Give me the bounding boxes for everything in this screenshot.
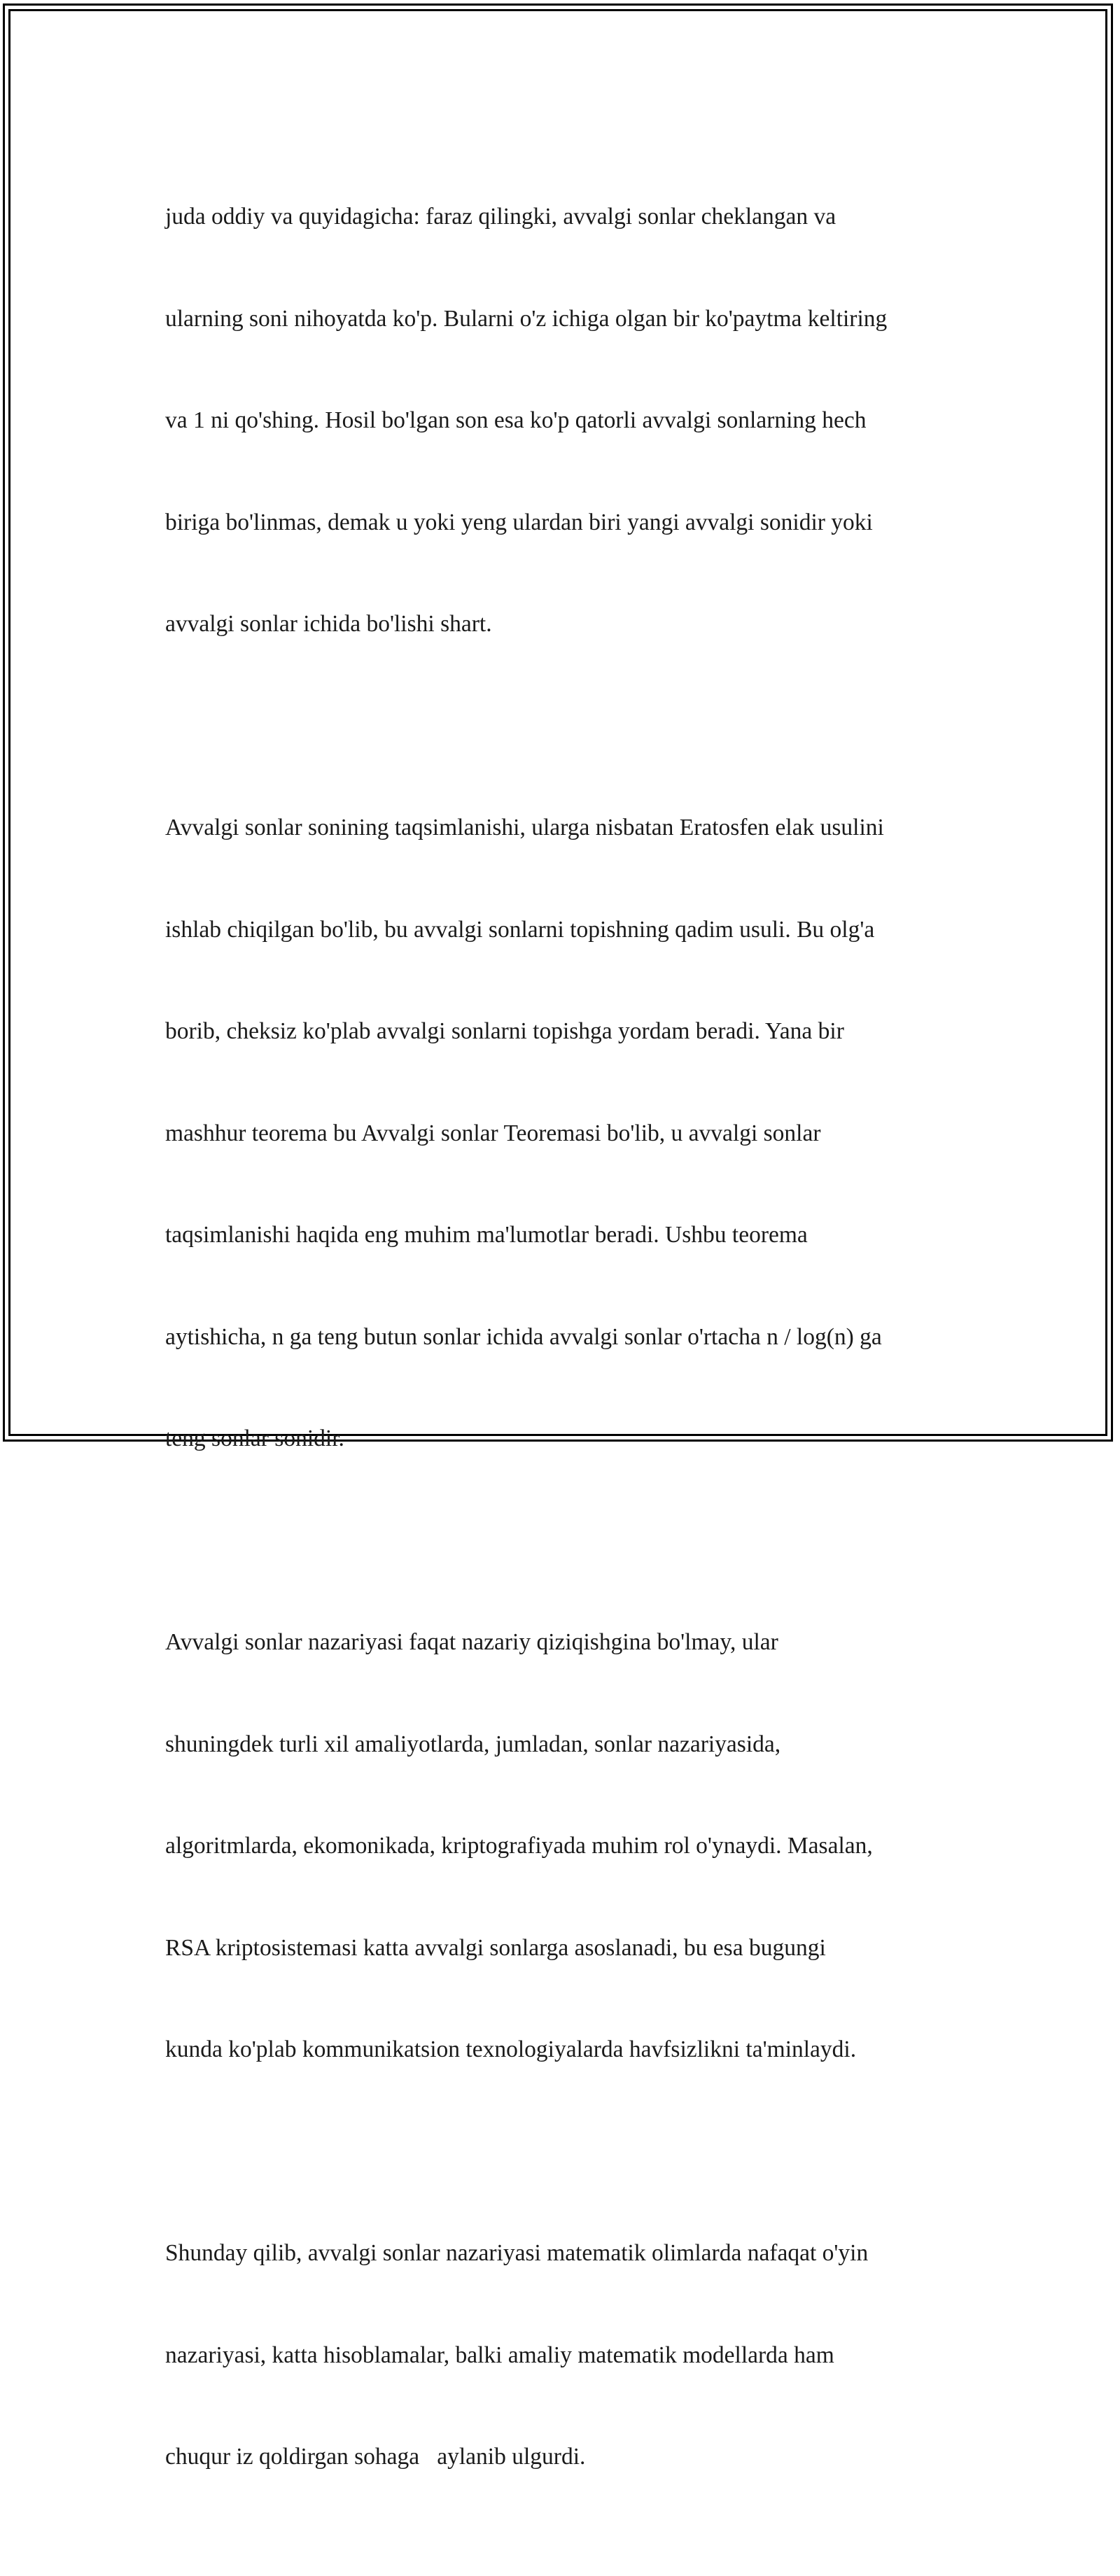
- text-line: ishlab chiqilgan bo'lib, bu avvalgi sonlarni topishning qadim usuli. Bu olg'a: [165, 916, 875, 943]
- paragraph-3: [165, 1558, 977, 2135]
- text-line: RSA kriptosistemasi katta avvalgi sonlarga asoslanadi, bu esa bugungi: [165, 1934, 826, 1961]
- text-line: va 1 ni qo'shing. Hosil bo'lgan son esa ko'p qatorli avvalgi sonlarning hech: [165, 407, 867, 433]
- text-line: Shunday qilib, avvalgi sonlar nazariyasi matematik olimlarda nafaqat o'yin: [165, 2240, 869, 2266]
- text-line: ularning soni nihoyatda ko'p. Bularni o'z ichiga olgan bir ko'paytma keltiring: [165, 305, 888, 332]
- text-line: avvalgi sonlar ichida bo'lishi shart.: [165, 611, 492, 637]
- text-line: juda oddiy va quyidagicha: faraz qilingki, avvalgi sonlar cheklangan va: [165, 204, 836, 230]
- text-line: borib, cheksiz ko'plab avvalgi sonlarni topishga yordam beradi. Yana bir: [165, 1018, 844, 1044]
- text-line: aytishicha, n ga teng butun sonlar ichida avvalgi sonlar o'rtacha n / log(n) ga: [165, 1323, 882, 1350]
- text-line: chuqur iz qoldirgan sohaga aylanib ulgurdi.: [165, 2444, 586, 2470]
- text-line: taqsimlanishi haqida eng muhim ma'lumotlar beradi. Ushbu teorema: [165, 1222, 808, 1248]
- document-body: [165, 132, 977, 2576]
- text-line: mashhur teorema bu Avvalgi sonlar Teoremasi bo'lib, u avvalgi sonlar: [165, 1120, 821, 1146]
- text-line: biriga bo'linmas, demak u yoki yeng ulardan biri yangi avvalgi sonidir yoki: [165, 509, 873, 535]
- paragraph-2: [165, 743, 977, 1524]
- paragraph-1: [165, 132, 977, 710]
- text-line: teng sonlar sonidir.: [165, 1426, 344, 1451]
- text-line: Avvalgi sonlar nazariyasi faqat nazariy qiziqishgina bo'lmay, ular: [165, 1629, 778, 1655]
- paragraph-4: [165, 2169, 977, 2542]
- text-line: algoritmlarda, ekomonikada, kriptografiyada muhim rol o'ynaydi. Masalan,: [165, 1833, 873, 1859]
- text-line: kunda ko'plab kommunikatsion texnologiyalarda havfsizlikni ta'minlaydi.: [165, 2036, 857, 2062]
- text-line: Avvalgi sonlar sonining taqsimlanishi, ularga nisbatan Eratosfen elak usulini: [165, 815, 884, 840]
- text-line: shuningdek turli xil amaliyotlarda, jumladan, sonlar nazariyasida,: [165, 1731, 781, 1757]
- text-line: nazariyasi, katta hisoblamalar, balki amaliy matematik modellarda ham: [165, 2342, 834, 2368]
